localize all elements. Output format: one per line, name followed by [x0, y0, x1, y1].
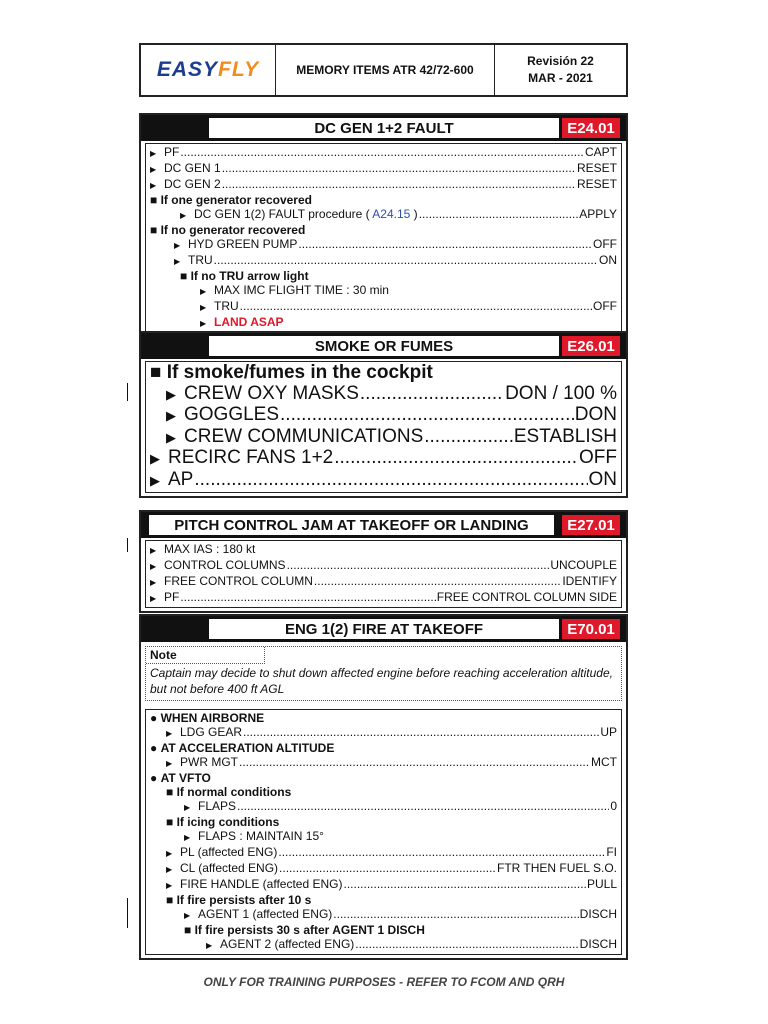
condition: ■ If no TRU arrow light [180, 269, 309, 283]
arrow-icon: ▶ [150, 546, 157, 555]
checklist-item: ▶ PWR MGT ..... MCT [150, 755, 617, 771]
note-box [145, 646, 622, 701]
checklist-item: ▶ DC GEN 2 ..... RESET [150, 177, 617, 193]
square-bullet-icon: ■ [150, 363, 167, 383]
arrow-icon: ▶ [200, 287, 207, 296]
condition: ■ If one generator recovered [150, 193, 312, 207]
dot-bullet-icon: ● [150, 741, 161, 755]
section-title: SMOKE OR FUMES [209, 336, 559, 356]
checklist-item: ▶ AGENT 2 (affected ENG) ..... DISCH [150, 937, 617, 953]
section-body [145, 143, 622, 333]
square-bullet-icon: ■ [166, 893, 177, 907]
note-text: Captain may decide to shut down affected engine before reaching acceleration altitude, but not before 400 ft AGL [150, 666, 613, 696]
arrow-icon: ▶ [200, 319, 207, 328]
dot-bullet-icon: ● [150, 711, 161, 725]
square-bullet-icon: ■ [180, 269, 191, 283]
arrow-icon: ▶ [150, 594, 157, 603]
section-code: E70.01 [562, 619, 620, 639]
arrow-icon: ▶ [166, 729, 173, 738]
square-bullet-icon: ■ [150, 193, 161, 207]
section-dc-gen-fault [139, 113, 628, 338]
checklist-item: ▶ CREW COMMUNICATIONS ..... ESTABLISH [150, 427, 617, 449]
checklist-item: ▶ FIRE HANDLE (affected ENG) ..... PULL [150, 877, 617, 893]
arrow-icon: ▶ [206, 941, 213, 950]
procedure-link[interactable]: A24.15 [372, 207, 411, 221]
section-title: PITCH CONTROL JAM AT TAKEOFF OR LANDING [149, 515, 554, 535]
section-smoke-fumes [139, 331, 628, 498]
condition: ■ If smoke/fumes in the cockpit [150, 363, 433, 383]
section-body [145, 540, 622, 608]
section-body [145, 709, 622, 955]
section-code: E26.01 [562, 336, 620, 356]
checklist-item: ▶ MAX IAS : 180 kt [150, 542, 256, 556]
section-code: E24.01 [562, 118, 620, 138]
checklist-item: ▶ FLAPS ..... 0 [150, 799, 617, 815]
section-pitch-control-jam [139, 510, 628, 613]
checklist-item: ▶ MAX IMC FLIGHT TIME : 30 min [200, 283, 389, 297]
checklist-item: ▶ TRU ..... ON [150, 253, 617, 269]
checklist-item: ▶ AP ..... ON [150, 470, 617, 492]
section-title: DC GEN 1+2 FAULT [209, 118, 559, 138]
checklist-item: ▶ CL (affected ENG) ..... FTR THEN FUEL S.O. [150, 861, 617, 877]
checklist-item: ▶ HYD GREEN PUMP ..... OFF [150, 237, 617, 253]
arrow-icon: ▶ [174, 241, 181, 250]
condition: ■ If fire persists after 10 s [166, 893, 312, 907]
checklist-item: ▶ GOGGLES ..... DON [150, 405, 617, 427]
arrow-icon: ▶ [184, 911, 191, 920]
section-body [145, 361, 622, 493]
revision-block [495, 45, 626, 95]
easyfly-logo: EASY FLY [141, 45, 276, 95]
checklist-item: ▶ FREE CONTROL COLUMN ..... IDENTIFY [150, 574, 617, 590]
arrow-icon: ▶ [150, 472, 160, 488]
section-header [141, 333, 626, 359]
revision-bar [127, 538, 128, 552]
arrow-icon: ▶ [150, 578, 157, 587]
checklist-item: ▶ DC GEN 1(2) FAULT procedure ( A24.15 ) ..... APPLY [150, 207, 617, 223]
section-header [141, 512, 626, 538]
revision-bar [127, 383, 128, 401]
arrow-icon: ▶ [180, 211, 187, 220]
dot-bullet-icon: ● [150, 771, 161, 785]
arrow-icon: ▶ [150, 149, 157, 158]
square-bullet-icon: ■ [184, 923, 195, 937]
checklist-item: ▶ PF ..... FREE CONTROL COLUMN SIDE [150, 590, 617, 606]
section-title: ENG 1(2) FIRE AT TAKEOFF [209, 619, 559, 639]
square-bullet-icon: ■ [166, 785, 177, 799]
checklist-item: ▶ CREW OXY MASKS ..... DON / 100 % [150, 384, 617, 406]
square-bullet-icon: ■ [166, 815, 177, 829]
arrow-icon: ▶ [150, 451, 160, 466]
checklist-item: ▶ AGENT 1 (affected ENG) ..... DISCH [150, 907, 617, 923]
checklist-item: ▶ PF ..... CAPT [150, 145, 617, 161]
arrow-icon: ▶ [150, 181, 157, 190]
note-label: Note [146, 647, 265, 664]
checklist-item: ▶ RECIRC FANS 1+2 ..... OFF [150, 448, 617, 470]
arrow-icon: ▶ [200, 303, 207, 312]
document-header [139, 43, 628, 97]
footer-disclaimer: ONLY FOR TRAINING PURPOSES - REFER TO FCOM AND QRH [203, 975, 565, 989]
checklist-item: ▶ LAND ASAP [200, 315, 284, 329]
arrow-icon: ▶ [166, 386, 176, 402]
section-code: E27.01 [562, 515, 620, 535]
arrow-icon: ▶ [166, 429, 176, 445]
checklist-item: ▶ FLAPS : MAINTAIN 15° [184, 829, 324, 843]
arrow-icon: ▶ [166, 865, 173, 874]
condition: ■ If icing conditions [166, 815, 280, 829]
square-bullet-icon: ■ [150, 223, 161, 237]
section-eng-fire-takeoff [139, 614, 628, 960]
arrow-icon: ▶ [174, 257, 181, 266]
checklist-item: ▶ PL (affected ENG) ..... FI [150, 845, 617, 861]
checklist-item: ▶ TRU ..... OFF [150, 299, 617, 315]
checklist-item: ▶ LDG GEAR ..... UP [150, 725, 617, 741]
checklist-item: ▶ DC GEN 1 ..... RESET [150, 161, 617, 177]
arrow-icon: ▶ [150, 562, 157, 571]
arrow-icon: ▶ [184, 803, 191, 812]
phase: ● WHEN AIRBORNE [150, 711, 265, 725]
phase: ● AT ACCELERATION ALTITUDE [150, 741, 335, 755]
condition: ■ If fire persists 30 s after AGENT 1 DISCH [184, 923, 425, 937]
arrow-icon: ▶ [166, 408, 176, 423]
phase: ● AT VFTO [150, 771, 211, 785]
section-header [141, 616, 626, 642]
section-header [141, 115, 626, 141]
condition: ■ If normal conditions [166, 785, 292, 799]
arrow-icon: ▶ [166, 849, 173, 858]
revision-date: MAR - 2021 [528, 71, 593, 85]
arrow-icon: ▶ [184, 833, 191, 842]
arrow-icon: ▶ [150, 165, 157, 174]
checklist-item: ▶ CONTROL COLUMNS ..... UNCOUPLE [150, 558, 617, 574]
arrow-icon: ▶ [166, 881, 173, 890]
arrow-icon: ▶ [166, 759, 173, 768]
revision-bar [127, 898, 128, 928]
condition: ■ If no generator recovered [150, 223, 306, 237]
revision-number: Revisión 22 [527, 54, 594, 68]
document-title: MEMORY ITEMS ATR 42/72-600 [276, 45, 495, 95]
